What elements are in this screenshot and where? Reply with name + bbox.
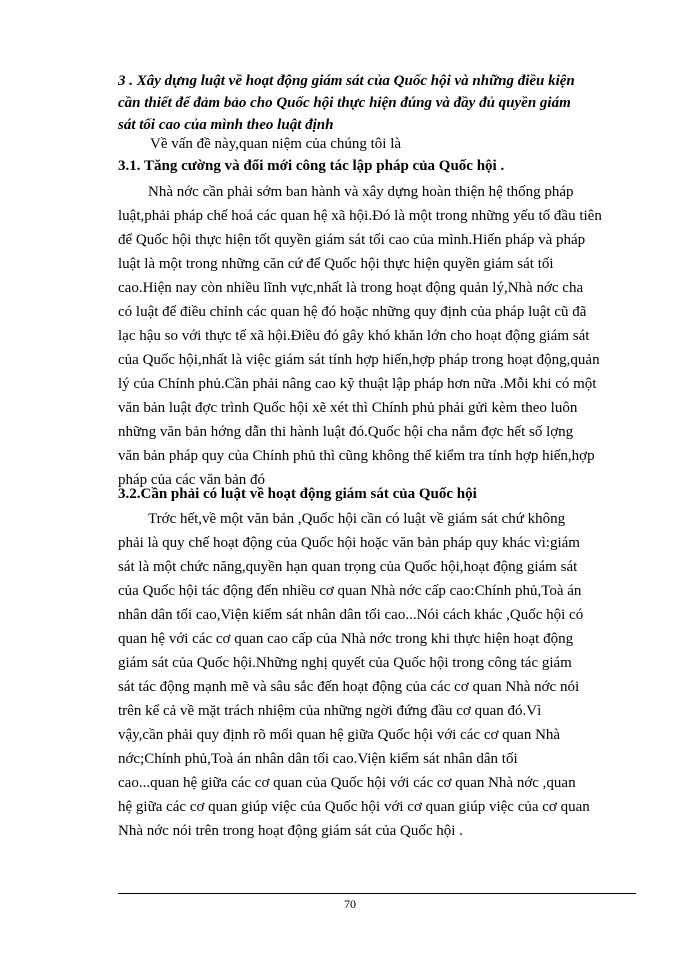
paragraph-line: Trớc hết,về một văn bản ,Quốc hội cần có luật về giám sát chứ không bbox=[148, 511, 566, 527]
paragraph-line: Nhà nớc cần phải sớm ban hành và xây dựng hoàn thiện hệ thống pháp bbox=[148, 184, 574, 200]
paragraph-line: vậy,cần phải quy định rõ mối quan hệ giữa Quốc hội với các cơ quan Nhà bbox=[118, 727, 561, 743]
paragraph-line: cao.Hiện nay còn nhiều lĩnh vực,nhất là trong hoạt động quản lý,Nhà nớc cha bbox=[118, 280, 584, 296]
section-title-3-2: 3.2.Cần phải có luật về hoạt động giám sát của Quốc hội bbox=[118, 486, 477, 502]
paragraph-line: lý của Chính phủ.Cần phải nâng cao kỹ thuật lập pháp hơn nữa .Mỗi khi có một bbox=[118, 376, 597, 392]
paragraph-line: cao...quan hệ giữa các cơ quan của Quốc hội với các cơ quan Nhà nớc ,quan bbox=[118, 775, 576, 791]
chapter-heading bbox=[118, 70, 618, 136]
section-3-2-paragraph bbox=[118, 507, 636, 843]
paragraph-line: luật là một trong những căn cứ để Quốc hội thực hiện quyền giám sát tối bbox=[118, 256, 554, 272]
section-title-3-1: 3.1. Tăng cường và đổi mới công tác lập pháp của Quốc hội . bbox=[118, 158, 505, 174]
paragraph-line: sát là một chức năng,quyền hạn quan trọng của Quốc hội,hoạt động giám sát bbox=[118, 559, 578, 575]
heading-line: sát tối cao của mình theo luật định bbox=[118, 117, 334, 133]
paragraph-line: văn bản pháp quy của Chính phủ thì cũng không thể kiểm tra tính hợp hiến,hợp bbox=[118, 448, 595, 464]
paragraph-line: luật,phải pháp chế hoá các quan hệ xã hội.Đó là một trong những yếu tố đầu tiên bbox=[118, 208, 602, 224]
paragraph-line: nớc;Chính phủ,Toà án nhân dân tối cao.Viện kiểm sát nhân dân tối bbox=[118, 751, 518, 767]
paragraph-line: của Quốc hội,nhất là việc giám sát tính hợp hiến,hợp pháp trong hoạt động,quản bbox=[118, 352, 600, 368]
paragraph-line: có luật để điều chỉnh các quan hệ đó hoặc những quy định của pháp luật cũ đã bbox=[118, 304, 587, 320]
paragraph-line: giám sát của Quốc hội.Những nghị quyết của Quốc hội trong công tác giám bbox=[118, 655, 572, 671]
paragraph-line: lạc hậu so với thực tế xã hội.Điều đó gây khó khăn lớn cho hoạt động giám sát bbox=[118, 328, 590, 344]
footer-divider bbox=[118, 893, 636, 894]
paragraph-line: pháp của các văn bản đó bbox=[118, 472, 266, 488]
paragraph-line: trên kể cả về mặt trách nhiệm của những ngời đứng đầu cơ quan đó.Vì bbox=[118, 703, 542, 719]
paragraph-line: văn bản luật đợc trình Quốc hội xẽ xét thì Chính phủ phải gửi kèm theo luôn bbox=[118, 400, 578, 416]
paragraph-line: quan hệ với các cơ quan cao cấp của Nhà nớc trong khi thực hiện hoạt động bbox=[118, 631, 574, 647]
paragraph-line: phải là quy chế hoạt động của Quốc hội hoặc văn bản pháp quy khác vì:giám bbox=[118, 535, 580, 551]
paragraph-line: những văn bản hớng dẫn thi hành luật đó.Quốc hội cha nắm đợc hết số lợng bbox=[118, 424, 574, 440]
heading-line: 3 . Xây dựng luật về hoạt động giám sát của Quốc hội và những điều kiện bbox=[118, 73, 575, 89]
paragraph-line: Nhà nớc nói trên trong hoạt động giám sát của Quốc hội . bbox=[118, 823, 463, 839]
heading-line: cần thiết để đảm bảo cho Quốc hội thực hiện đúng và đầy đủ quyền giám bbox=[118, 95, 571, 111]
paragraph-line: của Quốc hội tác động đến nhiều cơ quan Nhà nớc cấp cao:Chính phủ,Toà án bbox=[118, 583, 582, 599]
paragraph-line: nhân dân tối cao,Viện kiểm sát nhân dân tối cao...Nói cách khác ,Quốc hội có bbox=[118, 607, 584, 623]
section-3-1-paragraph bbox=[118, 180, 636, 492]
paragraph-line: sát tác động mạnh mẽ và sâu sắc đến hoạt động của các cơ quan Nhà nớc nói bbox=[118, 679, 580, 695]
paragraph-line: để Quốc hội thực hiện tốt quyền giám sát tối cao của mình.Hiến pháp và pháp bbox=[118, 232, 586, 248]
intro-text: Về vấn đề này,quan niệm của chúng tôi là bbox=[150, 136, 402, 152]
page-number: 70 bbox=[344, 897, 356, 911]
paragraph-line: hệ giữa các cơ quan giúp việc của Quốc hội với cơ quan giúp việc của cơ quan bbox=[118, 799, 590, 815]
